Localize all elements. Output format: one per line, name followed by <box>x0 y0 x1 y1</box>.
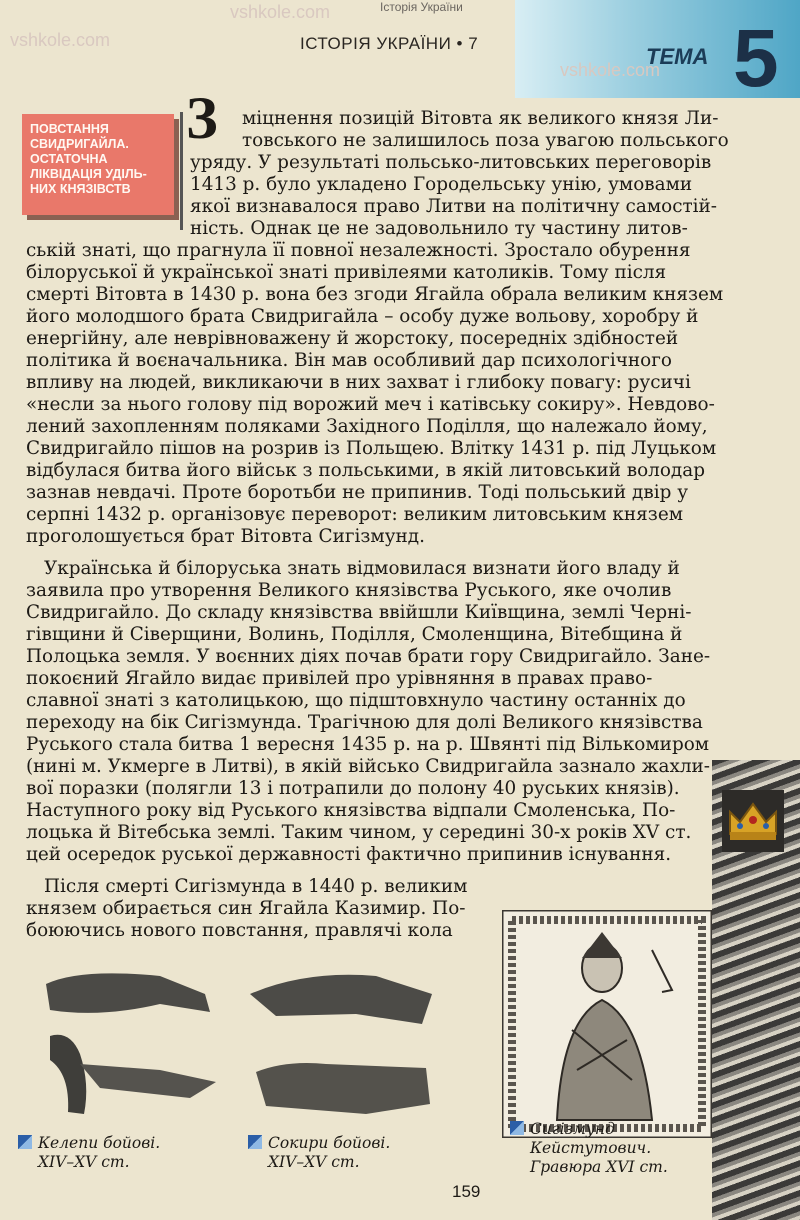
text-line: цей осередок руської державності фактично припинив існування. <box>26 844 672 865</box>
watermark: vshkole.com <box>10 30 111 50</box>
text-line: покоєний Ягайло видає привілей про урівняння в правах право- <box>26 668 653 689</box>
text-line: гівщини й Сіверщини, Волинь, Поділля, Смоленщина, Вітебщина й <box>26 624 683 645</box>
text-line: товського не залишилось поза увагою польського <box>242 130 729 151</box>
text-line: переходу на бік Сигізмунда. Трагічною для долі Великого князівства <box>26 712 703 733</box>
section-heading-line: ПОВСТАННЯ <box>30 122 109 136</box>
sigismund-engraving <box>502 910 712 1138</box>
section-heading <box>30 122 170 197</box>
caption-kelepy: Келепи бойові. XIV–XV ст. <box>18 1134 160 1172</box>
section-heading-line: ОСТАТОЧНА <box>30 152 108 166</box>
text-line: ність. Однак це не задовольнило ту частину литов- <box>190 218 688 239</box>
drop-cap: З <box>186 85 218 151</box>
watermark: vshkole.com <box>560 60 661 80</box>
text-line: Руського стала битва 1 вересня 1435 р. на р. Швянті під Вількомиром <box>26 734 710 755</box>
text-line: Свидригайло. До складу князівства ввійшли Київщина, землі Черні- <box>26 602 692 623</box>
text-line: (нині м. Укмерге в Литві), в якій військо Свидригайла зазнало жахли- <box>26 756 711 777</box>
caption-sigismund: Сигізмунд Кейстутович. Гравюра XVI ст. <box>510 1120 668 1177</box>
text-line: якої визнавалося право Литви на політичну самостій- <box>190 196 718 217</box>
text-line: Полоцька земля. У воєнних діях почав брати гору Свидригайло. Зане- <box>26 646 711 667</box>
watermark: vshkole.com <box>230 2 331 22</box>
text-line: славної знаті з католицькою, що підштовхнуло частину останніх до <box>26 690 686 711</box>
text-line: князем обирається син Ягайла Казимир. По- <box>26 898 466 919</box>
battle-clubs-image <box>40 964 240 1128</box>
text-line: його молодшого брата Свидригайла – особу дуже вольову, хоробру й <box>26 306 699 327</box>
text-line: Українська й білоруська знать відмовилася визнати його владу й <box>44 558 680 579</box>
battle-axes-image <box>246 964 444 1128</box>
text-line: Наступного року від Руського князівства відпали Смоленська, По- <box>26 800 676 821</box>
text-line: впливу на людей, викликаючи в них захват і глибоку повагу: русичі <box>26 372 691 393</box>
caption-marker-icon <box>510 1121 524 1135</box>
text-line: уряду. У результаті польсько-литовських переговорів <box>190 152 712 173</box>
crown-icon <box>722 790 784 852</box>
section-heading-line: СВИДРИГАЙЛА. <box>30 137 129 151</box>
text-line: лений захопленням поляками Західного Поділля, що належало йому, <box>26 416 708 437</box>
text-line: ській знаті, що прагнула її повної незалежності. Зростало обурення <box>26 240 691 261</box>
heading-divider <box>180 112 183 230</box>
section-heading-line: НИХ КНЯЗІВСТВ <box>30 182 131 196</box>
text-line: білоруської й української знаті привілеями католиків. Тому після <box>26 262 667 283</box>
text-line: Свидригайло пішов на розрив із Польщею. Влітку 1431 р. під Луцьком <box>26 438 717 459</box>
text-line: «несли за нього голову під ворожий меч і катівську сокиру». Невдово- <box>26 394 715 415</box>
text-line: зазнав невдачі. Проте боротьби не припинив. Тоді польський двір у <box>26 482 689 503</box>
text-line: боюючись нового повстання, правлячі кола <box>26 920 453 941</box>
text-line: смерті Вітовта в 1430 р. вона без згоди Ягайла обрала великим князем <box>26 284 724 305</box>
caption-marker-icon <box>248 1135 262 1149</box>
caption-sokyry: Сокири бойові. XIV–XV ст. <box>248 1134 390 1172</box>
tema-label: ТЕМА <box>646 44 709 69</box>
tema-number: 5 <box>733 13 779 104</box>
text-line: вої поразки (полягли 13 і потрапили до полону 40 руських князів). <box>26 778 680 799</box>
section-heading-line: ЛІКВІДАЦІЯ УДІЛЬ- <box>30 167 147 181</box>
running-title: ІСТОРІЯ УКРАЇНИ • 7 <box>300 34 479 53</box>
text-line: енергійну, але неврівноважену й жорстоку, посередніх здібностей <box>26 328 679 349</box>
text-line: політика й воєначальника. Він мав особливий дар психологічного <box>26 350 672 371</box>
text-line: 1413 р. було укладено Городельську унію, умовами <box>190 174 693 195</box>
text-line: серпні 1432 р. організовує переворот: великим литовським князем <box>26 504 684 525</box>
text-line: лоцька й Вітебська землі. Таким чином, у середині 30-х років XV ст. <box>26 822 692 843</box>
page-number: 159 <box>452 1182 481 1201</box>
text-line: Після смерті Сигізмунда в 1440 р. великим <box>44 876 468 897</box>
text-line: міцнення позицій Вітовта як великого князя Ли- <box>242 108 719 129</box>
text-line: заявила про утворення Великого князівства Руського, яке очолив <box>26 580 672 601</box>
top-cropped-text: Історія України <box>380 0 463 14</box>
text-line: проголошується брат Вітовта Сигізмунд. <box>26 526 425 547</box>
text-line: відбулася битва його військ з польськими, в якій литовський володар <box>26 460 705 481</box>
caption-marker-icon <box>18 1135 32 1149</box>
